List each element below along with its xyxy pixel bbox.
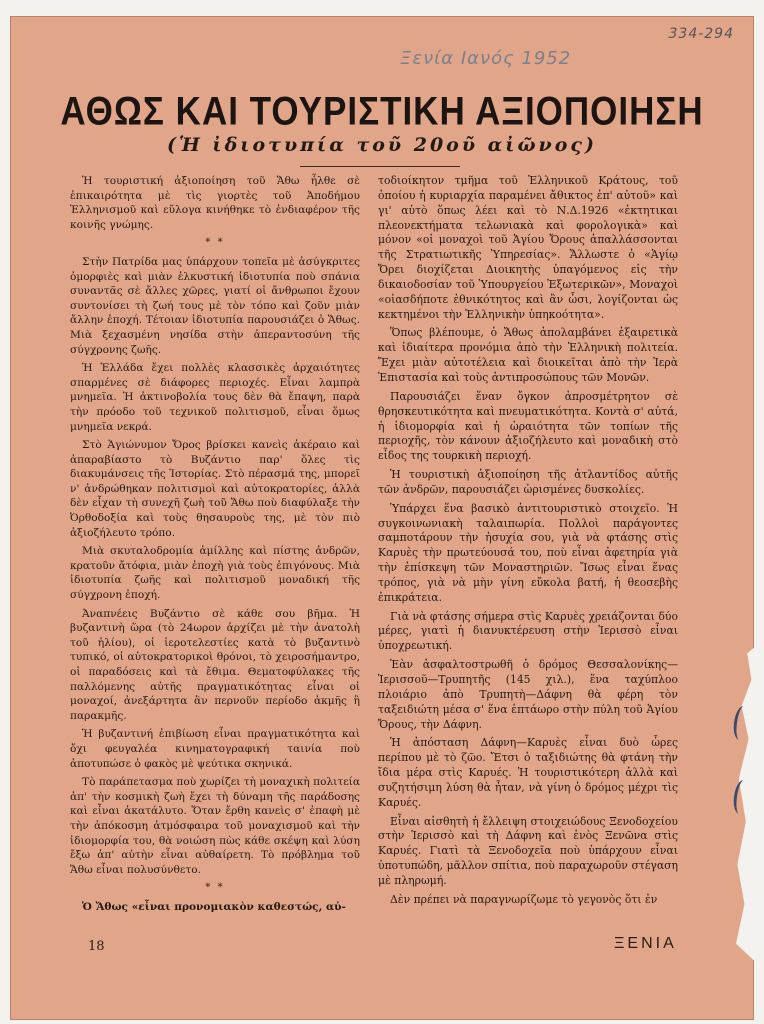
paragraph: Ὑπάρχει ἕνα βασικὸ ἀντιτουριστικὸ στοιχεῖο. Ἡ συγκοινωνιακὴ ταλαιπωρία. Πολλοὶ παράγοντες σαμποτάρουν τὴν ἡσυχία σου, γιὰ νὰ φτάσης στὶς Καρυὲς τὴν πρωτεύουσά του, ποὺ εἶναι ἀφετηρία γιὰ τὴν ἐπίσκεψη τῶν Μοναστηριῶν. Ἴσως εἶναι ἕνας τρόπος, γιὰ νὰ μὴν γίνη εὔκολα βατή, ἡ θεοσεβὴς ἐπικράτεια. <box>378 501 678 604</box>
paragraph: τοδιοίκητον τμῆμα τοῦ Ἑλληνικοῦ Κράτους, τοῦ ὁποίου ἡ κυριαρχία παραμένει ἄθικτος ἐπ' αὐτοῦ» καὶ γι' αὐτὸ ὅπως λέει καὶ τὸ Ν.Δ.1926 «ἐκτητικαι πλεονεκτήματα τελωνιακὰ καὶ φορολογικὰ» καὶ μόνον «οἱ μοναχοὶ τοῦ Ἁγίου Ὄρους ἀπαλλάσσονται τῆς Στρατιωτικῆς Ὑπηρεσίας». Ἄλλωστε ὁ «Ἁγίῳ Ὄρει διοχίζεται Διοικητὴς ὑπαγόμενος εἰς τὴν δικαιοδοσίαν τοῦ Ὑπουργείου Ἐξωτερικῶν», Μοναχοὶ «οἱασδήποτε ἐθνικότητος καὶ ἂν ὦσι, λογίζονται ὡς κεκτημένοι τὴν Ἑλληνικὴν ὑπηκοότητα». <box>378 174 678 321</box>
paragraph: Παρουσιάζει ἕναν ὄγκον ἀπροσμέτρητον σὲ θρησκευτικότητα καὶ πνευματικότητα. Κοντὰ σ' αὐτά, ἡ ἰδιομορφία καὶ ἡ ὡραιότητα τῶν τοπίων τῆς περιοχῆς, τὸν κάνουν ἀξιοζήλευτο καὶ μοναδικὴ στὸ εἶδος της τουρκικὴ περιοχή. <box>378 389 678 463</box>
left-column <box>70 174 360 919</box>
article-title: ΑΘΩΣ ΚΑΙ ΤΟΥΡΙΣΤΙΚΗ ΑΞΙΟΠΟΙΗΣΗ <box>60 89 704 134</box>
paragraph: Ἡ τουριστικὴ ἀξιοποίηση τῆς ἀτλαντίδος αὐτῆς τῶν ἀνδρῶν, παρουσιάζει ὡρισμένες δυσκολίες. <box>378 468 678 496</box>
paragraph: Δὲν πρέπει νὰ παραγνωρίζωμε τὸ γεγονὸς ὅτι ἐν <box>390 892 658 906</box>
paragraph: Εἶναι αἰσθητὴ ἡ ἔλλειψη στοιχειώδους Ξενοδοχείου στὴν Ἱερισσὸ καὶ τὴ Δάφνη καὶ ἑνὸς Ξενῶνα στὶς Καρυές. Γιατὶ τὰ Ξενοδοχεῖα ποὺ ὑπάρχουν εἶναι ὑποτυπώδη, μᾶλλον σπίτια, ποὺ παραχωροῦν στέγαση μὲ πληρωμή. <box>378 814 678 887</box>
section-separator: * * <box>205 237 225 249</box>
title-rule <box>300 166 460 167</box>
paragraph: Στὴν Πατρίδα μας ὑπάρχουν τοπεῖα μὲ ἀσύγκριτες ὀμορφιὲς καὶ μιὰν ἑλκυστική ἰδιοτυπία ποὺ σπάνια συναντᾶς σὲ ἄλλες χῶρες, γιατί οἱ ἄνθρωποι ἔχουν συντονίσει τὴ ζωή τους μὲ τὸν τόπο καὶ ζοῦν μιὰν ἄλλην ἐποχή. Τέτοιαν ἰδιοτυπία παρουσιάζει ὁ Ἄθως. Μιὰ ξεχασμένη νησίδα στὴν ἀπεραντοσύνη τῆς σύγχρονης ζωῆς. <box>70 255 360 356</box>
paragraph: Ὅπως βλέπουμε, ὁ Ἄθως ἀπολαμβάνει ἐξαιρετικὰ καὶ ἰδιαίτερα προνόμια ἀπὸ τὴν Ἑλληνικὴ πολιτεία. Ἔχει μιὰν αὐτοτέλεια καὶ διοικεῖται ἀπὸ τὴν Ἱερὰ Ἐπιστασία καὶ τοὺς ἀντιπροσώπους τῶν Μονῶν. <box>378 326 678 384</box>
reference-number: 334-294 <box>668 26 734 42</box>
paragraph: Ἐὰν ἀσφαλτοστρωθῆ ὁ δρόμος Θεσσαλονίκης—Ἱερισσοῦ—Τρυπητῆς (145 χιλ.), ἕνα ταχύπλοο πλοιάριο ἀπὸ Τρυπητὴ—Δάφνη θὰ φέρη τὸν ταξειδιώτη μέσα σ' ἕνα ἑπτάωρο στὴν πύλη τοῦ Ἁγίου Ὄρους, τὴν Δάφνη. <box>378 658 678 731</box>
page-number: 18 <box>88 939 105 954</box>
article-subtitle: (Ἡ ἰδιοτυπία τοῦ 20οῦ αἰῶνος) <box>167 134 597 156</box>
paragraph: Ἡ βυζαντινή ἐπιβίωση εἶναι πραγματικότητα καὶ ὄχι φευγαλέα κινηματογραφική ταινία ποὺ ἀποτυπώσε ὁ φακὸς μὲ ψεύτικα σκηνικά. <box>70 728 360 770</box>
handwritten-note: Ξενία Ιανός 1952 <box>400 48 572 69</box>
paragraph: Ἡ ἀπόσταση Δάφνη—Καρυὲς εἶναι δυὸ ὧρες περίπου μὲ τὸ ζῶο. Ἔτσι ὁ ταξιδιώτης θὰ φτάνη τὴν ἴδια μέρα στὶς Καρυές. Ἡ τουριστικότερη ἀλλὰ καὶ συζητήσιμη λύση θὰ ἦταν, νὰ γίνη ὁ δρόμος μέχρι τὶς Καρυές. <box>378 736 678 809</box>
paragraph: Ὁ Ἄθως «εἶναι προνομιακὸν καθεστώς, αὐ- <box>82 900 346 913</box>
paragraph: Γιὰ νὰ φτάσης σήμερα στὶς Καρυὲς χρειάζονται δύο μέρες, γιατὶ ἡ διανυκτέρευση στὴν Ἱερισσὸ εἶναι ὑποχρεωτική. <box>378 609 678 653</box>
right-column <box>378 174 678 912</box>
paragraph: Ἡ τουριστική ἀξιοποίηση τοῦ Ἄθω ἦλθε σὲ ἐπικαιρότητα μὲ τὶς γιορτὲς τοῦ Ἀποδήμου Ἑλληνισμοῦ καὶ εὔλογα κινήθηκε τὸ ἐνδιαφέρον τῆς κοινῆς γνώμης. <box>70 175 360 231</box>
paragraph: Στὸ Ἁγιώνυμον Ὄρος βρίσκει κανεὶς ἀκέραιο καὶ ἀπαραβίαστο τὸ Βυζάντιο παρ' ὅλες τὶς διακυμάνσεις τῆς Ἱστορίας. Στὸ πέρασμά της, μπορεῖ ν' ἀνδρώθηκαν πολιτισμοὶ καὶ αὐτοκρατορίες, ἀλλὰ δὲν εἶχαν τὴ συνεχῆ ζωὴ τοῦ Ἄθω ποὺ διαφύλαξε τὴν Ὀρθοδοξία καὶ τοὺς θησαυροὺς της, μὲ τὸν πιὸ ἀξιοζήλευτο τρόπο. <box>70 439 360 539</box>
paragraph: Μιὰ σκυταλοδρομία ἁμίλλης καὶ πίστης ἀνδρῶν, κρατοῦν ἄτόφια, μιὰν ἐποχὴ γιὰ τοὺς ἐπιγόνους. Μιὰ ἰδιοτυπία ζωῆς καὶ πολιτισμοῦ μοναδική τῆς σύγχρονη ἐποχή. <box>70 545 360 602</box>
magazine-name: ΞΕΝΙΑ <box>614 935 677 952</box>
paragraph: Ἀναπνέεις Βυζάντιο σὲ κάθε σου βῆμα. Ἡ βυζαντινὴ ὥρα (τὸ 24ωρον ἀρχίζει μὲ τὴν ἀνατολὴ τοῦ ἡλίου), οἱ ἱεροτελεστίες κατὰ τὸ βυζαντινὸ τυπικό, οἱ αὐτοκρατορικοὶ θρόνοι, τὸ χειροσήμαντρο, οἱ παραδόσεις καὶ τὰ ἔθιμα. Θεματοφύλακες τῆς παλλόμενης αὐτῆς πραγματικότητας εἶναι οἱ μοναχοί, ἀνεξάρτητα ἂν περνοῦν περίοδο ἀκμῆς ἢ παρακμῆς. <box>70 607 360 722</box>
paragraph: Τὸ παράπετασμα ποὺ χωρίζει τὴ μοναχικὴ πολιτεία ἀπ' τὴν κοσμικὴ ζωὴ ἔχει τὴ δύναμη τῆς παράδοσης καὶ εἶναι ἀκατάλυτο. Ὅταν ἔρθη κανεὶς σ' ἐπαφὴ μὲ τὴν ἀπόκοσμη ἀτμόσφαιρα τοῦ μοναχισμοῦ καὶ τὴν ἰδιομορφία του, θὰ νοιώση πὼς κάθε σκέψη καὶ λύση ἔξω ἀπ' αὐτὴν εἶναι αὐθαίρετη. Τὸ πρόβλημα τοῦ Ἄθω εἶναι πολυσύνθετο. <box>70 776 360 876</box>
section-separator: * * <box>205 882 225 894</box>
paragraph: Ἡ Ἑλλάδα ἔχει πολλὲς κλασσικὲς ἀρχαιότητες σπαρμένες σὲ διάφορες περιοχές. Εἶναι λαμπρὰ μνημεῖα. Ἡ ἀκτινοβολία τους δὲν θὰ ἔπαψη, παρὰ τὴν πρόοδο τοῦ τεχνικοῦ πολιτισμοῦ, εἶναι ὅμως μνημεῖα νεκρά. <box>70 362 360 433</box>
